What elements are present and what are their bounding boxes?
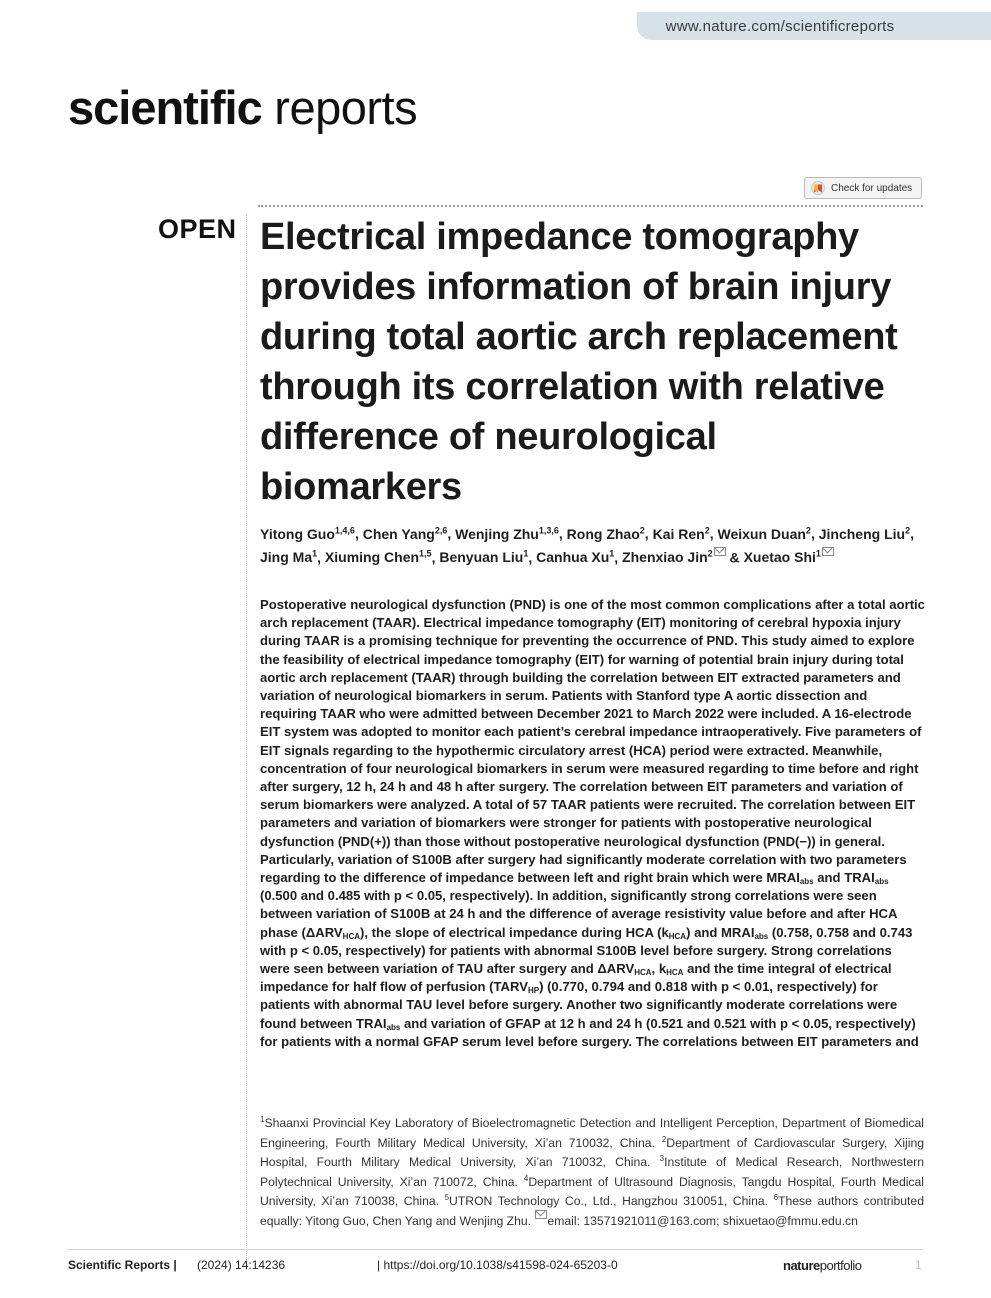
author-list: Yitong Guo$^{1,4,6}$, Chen Yang$^{2,6}$, Wenjing Zhu$^{1,3,6}$, Rong Zhao$^2$, Kai Ren$^2$, Weixun Duan$^2$, Jincheng Liu$^2$, Jing Ma$^1$, Xiuming Chen$^{1,5}$, Benyuan Liu$^1$, Canhua Xu$^1$, Zhenxiao Jin$^2$ & Xuetao Shi$^1$ bbox=[260, 525, 914, 566]
check-for-updates-label: Check for updates bbox=[831, 182, 913, 194]
author[interactable]: Zhenxiao Jin$^2$ bbox=[622, 549, 726, 565]
author[interactable]: Weixun Duan$^2$ bbox=[717, 525, 811, 542]
abstract: Postoperative neurological dysfunction (PND) is one of the most common complications after a total aortic arch replacement (TAAR). Electrical impedance tomography (EIT) monitoring of cerebral hypoxia injury during TAAR is a promising technique for preventing the occurrence of PND. This study aimed to explore the feasibility of electrical impedance tomography (EIT) for warning of potential brain injury during total aortic arch replacement (TAAR) through building the correlation between EIT extracted parameters and variation of neurological biomarkers in serum. Patients with Stanford type A aortic dissection and requiring TAAR who were admitted between December 2021 to March 2022 were included. A 16-electrode EIT system was adopted to monitor each patient’s cerebral impedance intraoperatively. Five parameters of EIT signals regarding to the hypothermic circulatory arrest (HCA) period were extracted. Meanwhile, concentration of four neurological biomarkers in serum were measured regarding to time before and right after surgery, 12 h, 24 h and 48 h after surgery. The correlation between EIT parameters and variation of serum biomarkers were analyzed. A total of 57 TAAR patients were recruited. The correlation between EIT parameters and variation of biomarkers were stronger for patients with postoperative neurological dysfunction (PND(+)) than those without postoperative neurological dysfunction (PND(−)) in general. Particularly, variation of S100B after surgery had significantly moderate correlation with two parameters regarding to the difference of impedance between left and right brain which were $MRAI_{abs}$ and $TRAI_{abs}$ (0.500 and 0.485 with p < 0.05, respectively). In addition, significantly strong correlations were seen between variation of S100B at 24 h and the difference of average resistivity value before and after HCA phase $(\Delta ARV_{HCA})$, the slope of electrical impedance during HCA $(k_{HCA})$ and $MRAI_{abs}$ (0.758, 0.758 and 0.743 with p < 0.05, respectively) for patients with abnormal S100B level before surgery. Strong correlations were seen between variation of TAU after surgery and $\Delta ARV_{HCA}$, $k_{HCA}$ and the time integral of electrical impedance for half flow of perfusion $(TARV_{HP})$ (0.770, 0.794 and 0.818 with p < 0.01, respectively) for patients with abnormal TAU level before surgery. Another two significantly moderate correlations were found between $TRAI_{abs}$ and variation of GFAP at 12 h and 24 h (0.521 and 0.521 with p < 0.05, respectively) for patients with a normal GFAP serum level before surgery. The correlations between EIT parameters and bbox=[260, 597, 925, 1049]
crossmark-icon bbox=[811, 181, 825, 195]
mail-icon[interactable] bbox=[822, 547, 834, 556]
page-number: 1 bbox=[915, 1258, 922, 1272]
email-addresses[interactable]: email: 13571921011@163.com; shixuetao@fmmu.edu.cn bbox=[547, 1213, 858, 1228]
journal-logo bbox=[68, 80, 417, 136]
author[interactable]: Rong Zhao$^2$ bbox=[566, 525, 645, 542]
author[interactable]: Kai Ren$^2$ bbox=[652, 525, 710, 542]
author[interactable]: Jing Ma$^1$ bbox=[260, 548, 318, 566]
mail-icon bbox=[535, 1210, 547, 1219]
author[interactable]: Xiuming Chen$^{1,5}$ bbox=[324, 548, 432, 566]
check-for-updates-button[interactable] bbox=[804, 177, 922, 199]
footer-journal: Scientific Reports | bbox=[68, 1258, 177, 1272]
author[interactable]: Chen Yang$^{2,6}$ bbox=[362, 525, 448, 542]
header-divider bbox=[258, 205, 923, 207]
nature-portfolio-logo: natureportfolio bbox=[783, 1258, 862, 1273]
footer-divider bbox=[68, 1249, 923, 1250]
article-title: Electrical impedance tomography provides information of brain injury during total aortic arch replacement through its correlation with relative difference of neurological biomarkers bbox=[260, 216, 898, 508]
mail-icon[interactable] bbox=[714, 547, 726, 556]
journal-url[interactable]: www.nature.com/scientificreports bbox=[637, 12, 923, 40]
author[interactable]: Yitong Guo$^{1,4,6}$ bbox=[260, 525, 355, 542]
logo-bold: scientific bbox=[68, 81, 262, 134]
margin-divider bbox=[246, 214, 247, 1270]
author[interactable]: Jincheng Liu$^2$ bbox=[818, 525, 911, 542]
author[interactable]: Benyuan Liu$^1$ bbox=[439, 548, 529, 566]
footer-doi-link[interactable]: | https://doi.org/10.1038/s41598-024-65203-0 bbox=[377, 1258, 618, 1272]
author[interactable]: Canhua Xu$^1$ bbox=[536, 548, 615, 566]
author[interactable]: Wenjing Zhu$^{1,3,6}$ bbox=[455, 525, 559, 542]
logo-regular: reports bbox=[261, 81, 418, 134]
footer-volume: (2024) 14:14236 bbox=[197, 1258, 286, 1272]
author[interactable]: Xuetao Shi$^1$ bbox=[744, 549, 834, 565]
open-access-label: OPEN bbox=[158, 214, 237, 244]
affiliations: $^1$Shaanxi Provincial Key Laboratory of Bioelectromagnetic Detection and Intelligent Perception, Department of Biomedical Engineering, Fourth Military Medical University, Xi’an 710032, China. $^2$Department of Cardiovascular Surgery, Xijing Hospital, Fourth Military Medical University, Xi’an 710032, China. $^3$Institute of Medical Research, Northwestern Polytechnical University, Xi’an 710072, China. $^4$Department of Ultrasound Diagnosis, Tangdu Hospital, Fourth Medical University, Xi’an 710038, China. $^5$UTRON Technology Co., Ltd., Hangzhou 310051, China. $^6$These authors contributed equally: Yitong Guo, Chen Yang and Wenjing Zhu. email: 13571921011@163.com; shixuetao@fmmu.edu.cn bbox=[260, 1115, 925, 1228]
